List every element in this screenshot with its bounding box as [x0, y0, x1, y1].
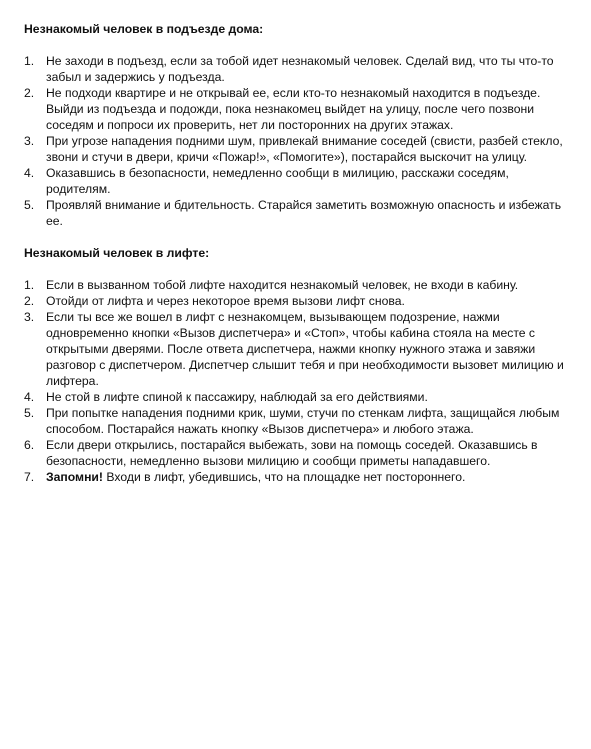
- list-item: [24, 53, 571, 85]
- list-item: [24, 405, 571, 437]
- item-text: Отойди от лифта и через некоторое время вызови лифт снова.: [46, 294, 405, 308]
- item-number: 4.: [24, 390, 35, 404]
- section-title-elevator: Незнакомый человек в лифте:: [24, 246, 210, 260]
- item-number: 5.: [24, 198, 35, 212]
- list-item: [24, 165, 571, 197]
- item-text: При попытке нападения подними крик, шуми, стучи по стенкам лифта, защищайся любым способом. Постарайся нажать кнопку «Вызов диспетчера» и любого этажа.: [46, 406, 560, 436]
- item-number: 6.: [24, 438, 35, 452]
- item-text: При угрозе нападения подними шум, привлекай внимание соседей (свисти, разбей стекло, звони и стучи в двери, кричи «Пожар!», «Помогите»), постарайся выскочит на улицу.: [46, 134, 563, 164]
- item-number: 4.: [24, 166, 35, 180]
- entrance-rules-list: [24, 53, 571, 229]
- item-text: Проявляй внимание и бдительность. Старайся заметить возможную опасность и избежать ее.: [46, 198, 562, 228]
- section-title-entrance: Незнакомый человек в подъезде дома:: [24, 22, 264, 36]
- list-item: [24, 469, 571, 485]
- item-number: 2.: [24, 294, 35, 308]
- item-text: Не подходи квартире и не открывай ее, если кто-то незнакомый находится в подъезде. Выйди из подъезда и подожди, пока незнакомец выйдет на улицу, после чего позвони соседям и попроси их проверить, нет ли посторонних на других этажах.: [46, 86, 541, 132]
- item-number: 1.: [24, 54, 35, 68]
- item-number: 5.: [24, 406, 35, 420]
- item-number: 2.: [24, 86, 35, 100]
- list-item: [24, 277, 571, 293]
- list-item: [24, 309, 571, 389]
- list-item: [24, 437, 571, 469]
- item-text: Оказавшись в безопасности, немедленно сообщи в милицию, расскажи соседям, родителям.: [46, 166, 509, 196]
- item-number: 3.: [24, 134, 35, 148]
- item-text: Если ты все же вошел в лифт с незнакомцем, вызывающем подозрение, нажми одновременно кнопки «Вызов диспетчера» и «Стоп», чтобы кабина стояла на месте с открытыми дверями. После ответа диспетчера, нажми кнопку нужного этажа и завяжи разговор с диспетчером. Диспетчер слышит тебя и при необходимости вызовет милицию и лифтера.: [46, 310, 564, 388]
- list-item: [24, 389, 571, 405]
- list-item: [24, 85, 571, 133]
- list-item: [24, 293, 571, 309]
- item-text: Не стой в лифте спиной к пассажиру, наблюдай за его действиями.: [46, 390, 428, 404]
- item-text: Если в вызванном тобой лифте находится незнакомый человек, не входи в кабину.: [46, 278, 519, 292]
- item-number: 3.: [24, 310, 35, 324]
- list-item: [24, 197, 571, 229]
- item-number: 7.: [24, 470, 35, 484]
- item-text: Если двери открылись, постарайся выбежать, зови на помощь соседей. Оказавшись в безопасности, немедленно вызови милицию и сообщи приметы нападавшего.: [46, 438, 538, 468]
- remember-prefix: Запомни!: [46, 470, 103, 484]
- item-text: Не заходи в подъезд, если за тобой идет незнакомый человек. Сделай вид, что ты что-то забыл и задержись у подъезда.: [46, 54, 554, 84]
- elevator-rules-list: [24, 277, 571, 485]
- item-number: 1.: [24, 278, 35, 292]
- item-text: Входи в лифт, убедившись, что на площадке нет постороннего.: [103, 470, 466, 484]
- list-item: [24, 133, 571, 165]
